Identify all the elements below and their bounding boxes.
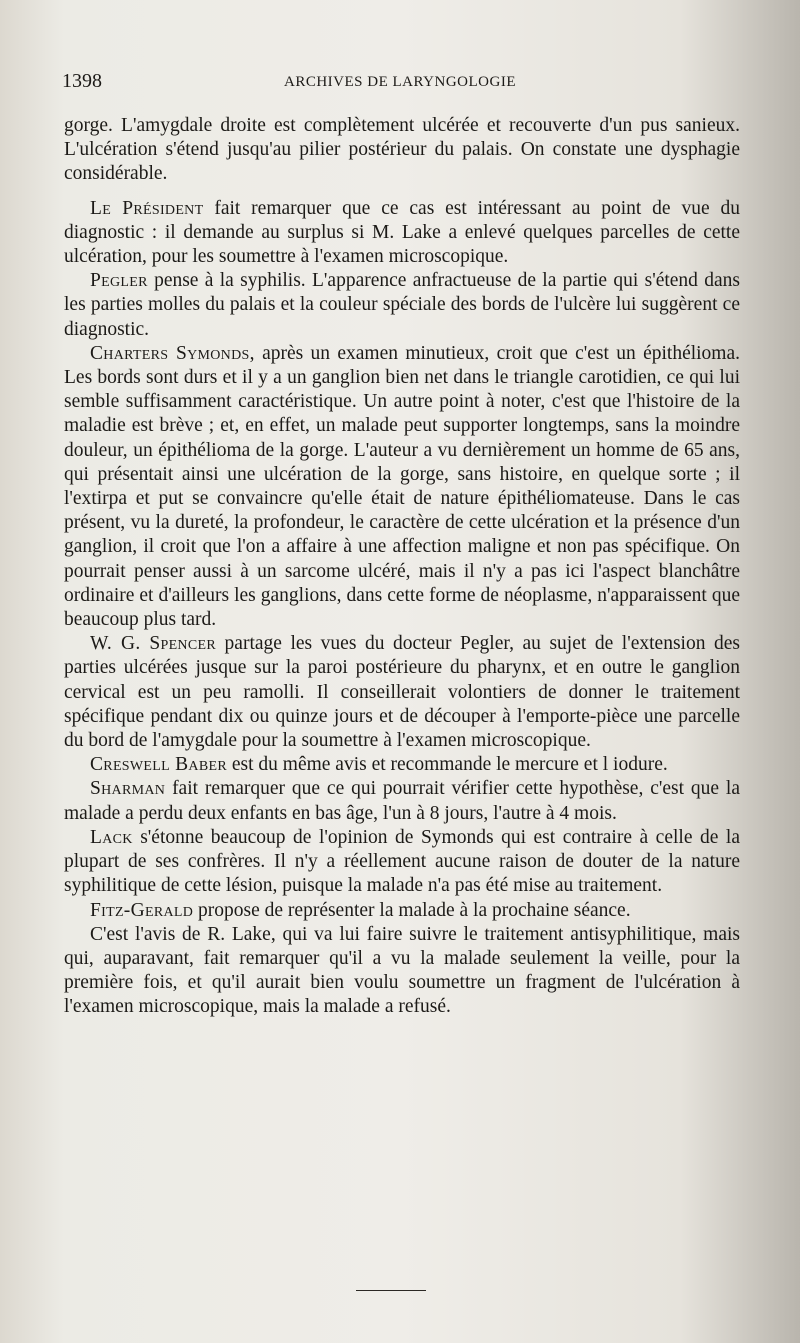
paragraph [64, 632, 740, 753]
paragraph-text: pense à la syphilis. L'apparence anfractueuse de la partie qui s'étend dans les parties molles du palais et la couleur spéciale des bords de l'ulcère lui suggèrent ce diagnostic. [64, 270, 740, 340]
paragraph [64, 899, 740, 923]
paragraph-text: gorge. L'amygdale droite est complètement ulcérée et recouverte d'un pus sanieux. L'ulcération s'étend jusqu'au pilier postérieur du palais. On constate une dysphagie considérable. [64, 115, 740, 185]
paragraph-text: après un examen minutieux, croit que c'est un épithélioma. Les bords sont durs et il y a un ganglion bien net dans le triangle carotidien, ce qui lui semble suffisamment caractéristique. Un autre point à noter, c'est que l'histoire de la maladie est brève ; et, en effet, un malade peut supporter longtemps, sans la moindre douleur, un épithélioma de la gorge. L'auteur a vu dernièrement un homme de 65 ans, qui présentait ainsi une ulcération de la gorge, sans histoire, en quelque sorte ; il l'extirpa et put se convaincre qu'elle était de nature épithéliomateuse. Dans le cas présent, vu la dureté, la profondeur, le caractère de cette ulcération et la présence d'un ganglion, il croit que l'on a affaire à une affection maligne et non pas spécifique. On pourrait penser aussi à un sarcome ulcéré, mais il n'y a pas ici l'aspect blanchâtre ordinaire et d'ailleurs les ganglions, dans cette forme de néoplasme, n'apparaissent que beaucoup plus tard. [64, 342, 741, 631]
running-head: ARCHIVES DE LARYNGOLOGIE [284, 74, 516, 90]
body-text [64, 114, 740, 1020]
closing-rule [356, 1290, 426, 1291]
paragraph-text: partage les vues du docteur Pegler, au sujet de l'extension des parties ulcérées jusque sur la paroi postérieure du pharynx, et en outre le ganglion cervical est un peu ramolli. Il conseillerait volontiers de donner le traitement spécifique pendant dix ou quinze jours et de découper à l'emporte-pièce une parcelle du bord de l'amygdale pour la soumettre à l'examen microscopique. [64, 633, 741, 752]
speaker-name: Charters Symonds, [90, 342, 255, 364]
speaker-name: Creswell Baber [90, 754, 227, 776]
paragraph [64, 826, 740, 899]
speaker-name: Lack [90, 826, 133, 848]
paragraph [64, 197, 740, 270]
speaker-name: Le Président [90, 197, 204, 219]
paragraph-text: C'est l'avis de R. Lake, qui va lui faire suivre le traitement antisyphilitique, mais qui, auparavant, fait remarquer qu'il a vu la malade seulement la veille, pour la première fois, et qu'il aurait bien voulu soumettre un fragment de l'ulcération à l'examen microscopique, mais la malade a refusé. [64, 923, 740, 1018]
paragraph-text: est du même avis et recommande le mercure et l iodure. [231, 754, 668, 776]
page-number: 1398 [62, 70, 102, 92]
paragraph [64, 753, 740, 777]
paragraph [64, 269, 740, 342]
paragraph [64, 777, 740, 825]
speaker-name: W. G. Spencer [90, 633, 216, 655]
page-header [62, 70, 752, 100]
paragraph [64, 342, 740, 632]
speaker-name: Pegler [90, 270, 148, 292]
paragraph [64, 114, 740, 187]
paragraph-text: fait remarquer que ce qui pourrait vérifier cette hypothèse, c'est que la malade a perdu deux enfants en bas âge, l'un à 8 jours, l'autre à 4 mois. [64, 778, 741, 824]
speaker-name: Fitz-Gerald [90, 899, 194, 921]
speaker-name: Sharman [90, 778, 166, 800]
paragraph-text: fait remarquer que ce cas est intéressant au point de vue du diagnostic : il demande au surplus si M. Lake a enlevé quelques parcelles de cette ulcération, pour les soumettre à l'examen microscopique. [64, 197, 740, 268]
paragraph-text: s'étonne beaucoup de l'opinion de Symonds qui est contraire à celle de la plupart de ses confrères. Il n'y a réellement aucune raison de douter de la nature syphilitique de cette lésion, puisque la malade n'a pas été mise au traitement. [64, 826, 741, 897]
paragraph-text: propose de représenter la malade à la prochaine séance. [198, 899, 631, 921]
paragraph [64, 923, 740, 1020]
